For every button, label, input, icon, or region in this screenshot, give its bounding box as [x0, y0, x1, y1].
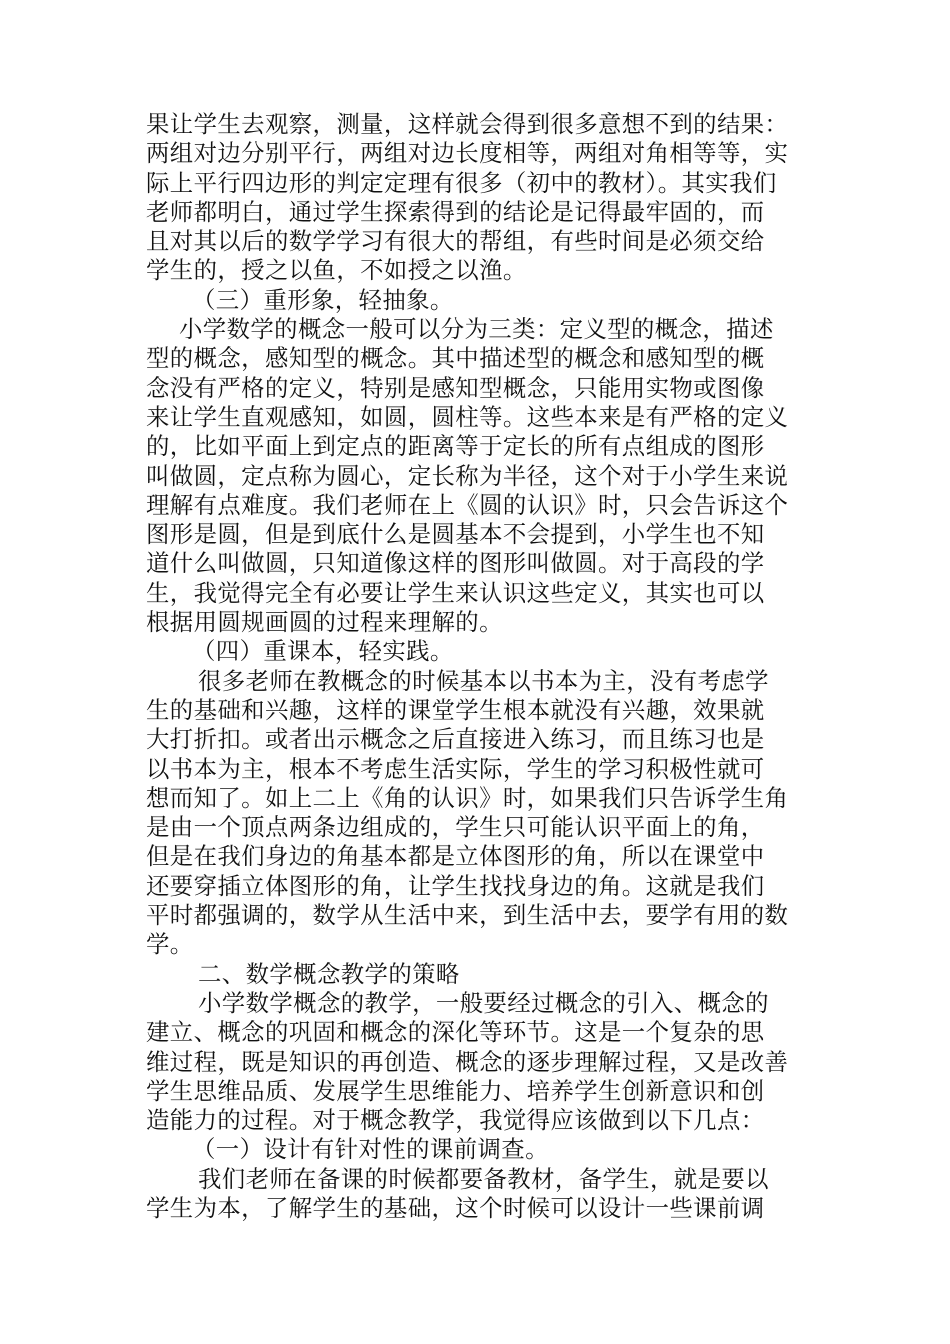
text-line: 且对其以后的数学学习有很大的帮组，有些时间是必须交给 [146, 227, 765, 256]
text-line: 大打折扣。或者出示概念之后直接进入练习，而且练习也是 [146, 725, 765, 754]
text-line: 建立、概念的巩固和概念的深化等环节。这是一个复杂的思 [146, 1018, 765, 1047]
text-line: 根据用圆规画圆的过程来理解的。 [146, 608, 503, 637]
text-line: 叫做圆，定点称为圆心，定长称为半径，这个对于小学生来说 [146, 461, 789, 490]
text-line: 念没有严格的定义，特别是感知型概念，只能用实物或图像 [146, 373, 765, 402]
text-line: 学。 [146, 930, 194, 959]
text-line: 老师都明白，通过学生探索得到的结论是记得最牢固的，而 [146, 197, 765, 226]
text-line: 型的概念，感知型的概念。其中描述型的概念和感知型的概 [146, 344, 765, 373]
text-line: 造能力的过程。对于概念教学，我觉得应该做到以下几点： [146, 1106, 765, 1135]
text-line: 我们老师在备课的时候都要备教材，备学生，就是要以 [198, 1164, 769, 1193]
text-line: 以书本为主，根本不考虑生活实际，学生的学习积极性就可 [146, 754, 765, 783]
text-line: 二、数学概念教学的策略 [198, 959, 460, 988]
text-line: （三）重形象，轻抽象。 [192, 285, 454, 314]
text-line: 学生为本，了解学生的基础，这个时候可以设计一些课前调 [146, 1193, 765, 1222]
text-line: 的，比如平面上到定点的距离等于定长的所有点组成的图形 [146, 432, 765, 461]
text-line: 想而知了。如上二上《角的认识》时，如果我们只告诉学生角 [146, 783, 789, 812]
text-line: 但是在我们身边的角基本都是立体图形的角，所以在课堂中 [146, 842, 765, 871]
text-line: （四）重课本，轻实践。 [192, 637, 454, 666]
text-line: 生，我觉得完全有必要让学生来认识这些定义，其实也可以 [146, 578, 765, 607]
text-line: 很多老师在教概念的时候基本以书本为主，没有考虑学 [198, 666, 769, 695]
text-line: 维过程，既是知识的再创造、概念的逐步理解过程，又是改善 [146, 1047, 789, 1076]
text-line: 生的基础和兴趣，这样的课堂学生根本就没有兴趣，效果就 [146, 695, 765, 724]
document-body-text [146, 110, 810, 1223]
text-line: 学生的，授之以鱼，不如授之以渔。 [146, 256, 527, 285]
text-line: 来让学生直观感知，如圆，圆柱等。这些本来是有严格的定义 [146, 402, 789, 431]
text-line: 图形是圆，但是到底什么是圆基本不会提到，小学生也不知 [146, 520, 765, 549]
text-line: 学生思维品质、发展学生思维能力、培养学生创新意识和创 [146, 1076, 765, 1105]
text-line: 是由一个顶点两条边组成的，学生只可能认识平面上的角， [146, 813, 765, 842]
text-line: 道什么叫做圆，只知道像这样的图形叫做圆。对于高段的学 [146, 549, 765, 578]
text-line: 果让学生去观察，测量，这样就会得到很多意想不到的结果： [146, 110, 789, 138]
text-line: 际上平行四边形的判定定理有很多（初中的教材）。其实我们 [146, 168, 777, 197]
text-line: 平时都强调的，数学从生活中来，到生活中去，要学有用的数 [146, 901, 789, 930]
text-line: 理解有点难度。我们老师在上《圆的认识》时，只会告诉这个 [146, 490, 789, 519]
text-line: 小学数学概念的教学，一般要经过概念的引入、概念的 [198, 988, 769, 1017]
text-line: 还要穿插立体图形的角，让学生找找身边的角。这就是我们 [146, 871, 765, 900]
text-line: 小学数学的概念一般可以分为三类：定义型的概念，描述 [179, 315, 774, 344]
text-line: （一）设计有针对性的课前调查。 [192, 1135, 549, 1164]
text-line: 两组对边分别平行，两组对边长度相等，两组对角相等等，实 [146, 139, 789, 168]
